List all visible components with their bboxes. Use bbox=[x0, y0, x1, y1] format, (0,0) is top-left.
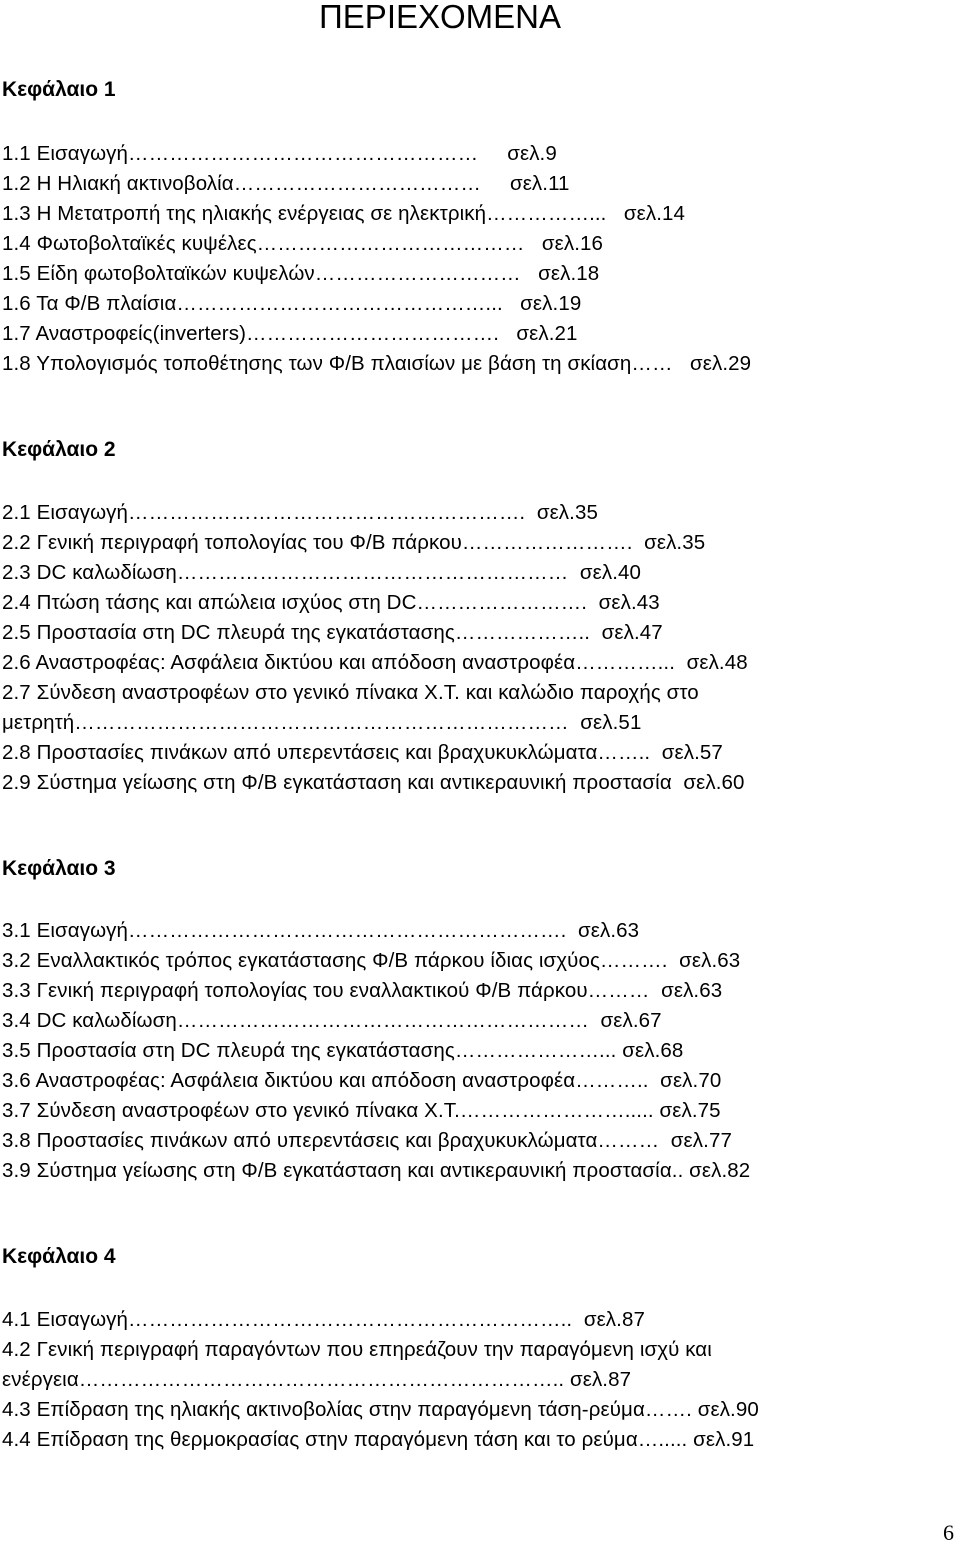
toc-entry-3-6: 3.6 Αναστροφέας: Ασφάλεια δικτύου και απόδοση αναστροφέα……….. σελ.70 bbox=[2, 1069, 722, 1092]
toc-entry-2-2: 2.2 Γενική περιγραφή τοπολογίας του Φ/Β πάρκου……………………. σελ.35 bbox=[2, 531, 706, 554]
toc-entry-4-4: 4.4 Επίδραση της θερμοκρασίας στην παραγόμενη τάση και το ρεύμα…..... σελ.91 bbox=[2, 1428, 755, 1451]
toc-entry-3-2: 3.2 Εναλλακτικός τρόπος εγκατάστασης Φ/Β πάρκου ίδιας ισχύος………. σελ.63 bbox=[2, 949, 741, 972]
toc-entry-1-8: 1.8 Υπολογισμός τοποθέτησης των Φ/Β πλαισίων με βάση τη σκίαση…… σελ.29 bbox=[2, 352, 752, 375]
toc-entry-3-4: 3.4 DC καλωδίωση…………………………………………………… σελ.67 bbox=[2, 1009, 662, 1032]
page-number: 6 bbox=[943, 1520, 954, 1545]
toc-entry-3-9: 3.9 Σύστημα γείωσης στη Φ/Β εγκατάσταση και αντικεραυνική προστασία.. σελ.82 bbox=[2, 1159, 751, 1182]
toc-entry-4-1: 4.1 Εισαγωγή……………………………………………………….. σελ.87 bbox=[2, 1308, 645, 1331]
toc-entry-4-2: 4.2 Γενική περιγραφή παραγόντων που επηρεάζουν την παραγόμενη ισχύ και bbox=[2, 1338, 712, 1361]
toc-entry-1-3: 1.3 Η Μετατροπή της ηλιακής ενέργειας σε ηλεκτρική……………... σελ.14 bbox=[2, 202, 685, 225]
chapter-heading-3: Κεφάλαιο 3 bbox=[2, 857, 116, 880]
toc-entry-2-9: 2.9 Σύστημα γείωσης στη Φ/Β εγκατάσταση και αντικεραυνική προστασία σελ.60 bbox=[2, 771, 745, 794]
toc-entry-4-2-cont: ενέργεια…………………………………………………………….. σελ.87 bbox=[2, 1368, 632, 1391]
toc-entry-3-3: 3.3 Γενική περιγραφή τοπολογίας του εναλλακτικού Φ/Β πάρκου……… σελ.63 bbox=[2, 979, 723, 1002]
chapter-heading-4: Κεφάλαιο 4 bbox=[2, 1245, 116, 1268]
toc-entry-4-3: 4.3 Επίδραση της ηλιακής ακτινοβολίας στην παραγόμενη τάση-ρεύμα……. σελ.90 bbox=[2, 1398, 759, 1421]
toc-entry-2-5: 2.5 Προστασία στη DC πλευρά της εγκατάστασης……………….. σελ.47 bbox=[2, 621, 663, 644]
toc-entry-1-1: 1.1 Εισαγωγή…………………………………………… σελ.9 bbox=[2, 142, 557, 165]
toc-entry-2-8: 2.8 Προστασίες πινάκων από υπερεντάσεις και βραχυκυκλώματα…….. σελ.57 bbox=[2, 741, 723, 764]
toc-entry-3-5: 3.5 Προστασία στη DC πλευρά της εγκατάστασης…………………... σελ.68 bbox=[2, 1039, 684, 1062]
toc-entry-1-5: 1.5 Είδη φωτοβολταϊκών κυψελών………………………… σελ.18 bbox=[2, 262, 600, 285]
toc-entry-1-7: 1.7 Αναστροφείς(inverters)………………………………. σελ.21 bbox=[2, 322, 578, 345]
toc-entry-1-6: 1.6 Τα Φ/Β πλαίσια………………………………………... σελ.19 bbox=[2, 292, 582, 315]
toc-entry-1-2: 1.2 Η Ηλιακή ακτινοβολία……………………………… σελ.11 bbox=[2, 172, 570, 195]
chapter-heading-1: Κεφάλαιο 1 bbox=[2, 78, 116, 101]
toc-entry-2-4: 2.4 Πτώση τάσης και απώλεια ισχύος στη DC……………………. σελ.43 bbox=[2, 591, 660, 614]
toc-entry-3-8: 3.8 Προστασίες πινάκων από υπερεντάσεις και βραχυκυκλώματα……… σελ.77 bbox=[2, 1129, 732, 1152]
toc-entry-2-7: 2.7 Σύνδεση αναστροφέων στο γενικό πίνακα Χ.Τ. και καλώδιο παροχής στο bbox=[2, 681, 699, 704]
chapter-heading-2: Κεφάλαιο 2 bbox=[2, 438, 116, 461]
toc-entry-2-7-cont: μετρητή……………………………………………………………… σελ.51 bbox=[2, 711, 642, 734]
toc-entry-2-6: 2.6 Αναστροφέας: Ασφάλεια δικτύου και απόδοση αναστροφέα…………... σελ.48 bbox=[2, 651, 748, 674]
toc-entry-3-7: 3.7 Σύνδεση αναστροφέων στο γενικό πίνακα Χ.Τ.……………………..... σελ.75 bbox=[2, 1099, 721, 1122]
toc-entry-1-4: 1.4 Φωτοβολταϊκές κυψέλες………………………………… σελ.16 bbox=[2, 232, 604, 255]
toc-entry-2-1: 2.1 Εισαγωγή…………………………………………………. σελ.35 bbox=[2, 501, 598, 524]
toc-entry-2-3: 2.3 DC καλωδίωση………………………………………………… σελ.40 bbox=[2, 561, 642, 584]
page-title: ΠΕΡΙΕΧΟΜΕΝΑ bbox=[318, 0, 562, 35]
toc-entry-3-1: 3.1 Εισαγωγή………………………………………………………. σελ.63 bbox=[2, 919, 640, 942]
